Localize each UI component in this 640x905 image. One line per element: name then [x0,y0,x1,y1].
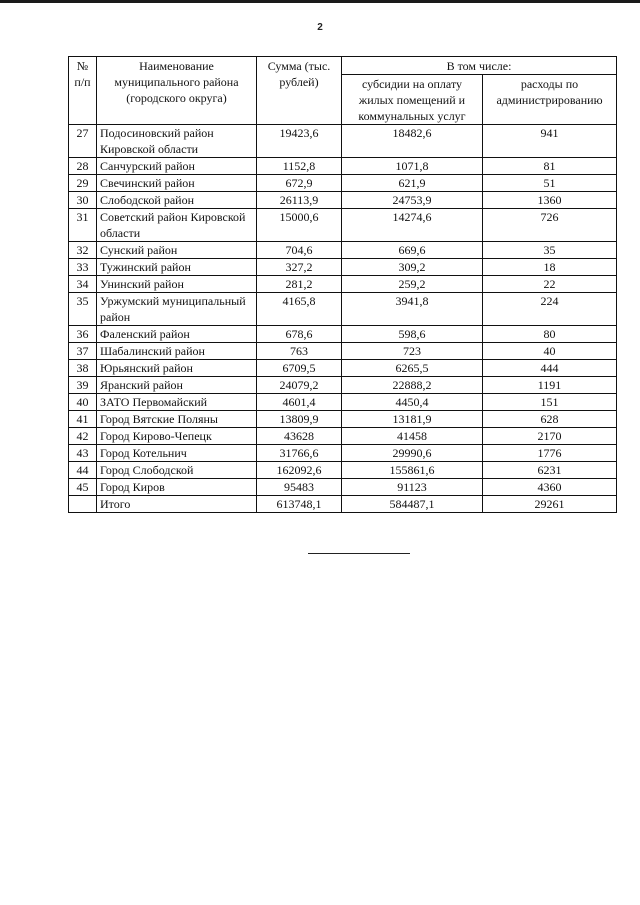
row-num: 39 [69,377,97,394]
row-admin: 941 [483,125,617,158]
row-name: Подосиновский район Кировской области [97,125,257,158]
table-row [69,462,617,479]
subsidy-table [68,56,617,513]
row-name: Свечинский район [97,175,257,192]
row-subsidies: 1071,8 [342,158,483,175]
row-sum: 13809,9 [257,411,342,428]
header-name: Наименование муниципального района (городского округа) [97,57,257,125]
table-row [69,175,617,192]
row-sum: 4601,4 [257,394,342,411]
total-sum: 613748,1 [257,496,342,513]
table-row [69,209,617,242]
row-name: Слободской район [97,192,257,209]
row-sum: 15000,6 [257,209,342,242]
row-subsidies: 723 [342,343,483,360]
row-sum: 19423,6 [257,125,342,158]
table-row [69,259,617,276]
row-name: Санчурский район [97,158,257,175]
row-admin: 22 [483,276,617,293]
row-admin: 628 [483,411,617,428]
row-name: Яранский район [97,377,257,394]
row-admin: 1776 [483,445,617,462]
row-admin: 726 [483,209,617,242]
page-number: 2 [317,22,323,33]
row-name: Юрьянский район [97,360,257,377]
table-row [69,326,617,343]
row-num: 27 [69,125,97,158]
row-num: 40 [69,394,97,411]
table-row [69,445,617,462]
row-sum: 6709,5 [257,360,342,377]
table-row [69,125,617,158]
header-row-top [69,57,617,75]
table-row [69,428,617,445]
row-admin: 4360 [483,479,617,496]
row-subsidies: 41458 [342,428,483,445]
row-name: Город Слободской [97,462,257,479]
row-num: 30 [69,192,97,209]
table-row [69,158,617,175]
row-admin: 81 [483,158,617,175]
row-name: Город Киров [97,479,257,496]
row-subsidies: 259,2 [342,276,483,293]
row-sum: 327,2 [257,259,342,276]
row-sum: 1152,8 [257,158,342,175]
row-subsidies: 598,6 [342,326,483,343]
row-name: Сунский район [97,242,257,259]
total-label: Итого [97,496,257,513]
row-num: 44 [69,462,97,479]
row-admin: 35 [483,242,617,259]
row-sum: 672,9 [257,175,342,192]
top-rule [0,0,640,3]
row-sum: 26113,9 [257,192,342,209]
row-num: 37 [69,343,97,360]
row-name: Советский район Кировской области [97,209,257,242]
row-sum: 4165,8 [257,293,342,326]
row-admin: 6231 [483,462,617,479]
row-subsidies: 14274,6 [342,209,483,242]
row-subsidies: 29990,6 [342,445,483,462]
row-num: 43 [69,445,97,462]
row-subsidies: 18482,6 [342,125,483,158]
row-subsidies: 4450,4 [342,394,483,411]
row-subsidies: 24753,9 [342,192,483,209]
table-row [69,293,617,326]
header-including: В том числе: [342,57,617,75]
row-num: 33 [69,259,97,276]
row-sum: 678,6 [257,326,342,343]
row-admin: 1360 [483,192,617,209]
row-name: Город Вятские Поляны [97,411,257,428]
table-row [69,479,617,496]
row-num: 28 [69,158,97,175]
row-name: Город Кирово-Чепецк [97,428,257,445]
header-sum: Сумма (тыс. рублей) [257,57,342,125]
header-subsidies: субсидии на оплату жилых помещений и коммунальных услуг [342,75,483,125]
row-sum: 162092,6 [257,462,342,479]
row-subsidies: 155861,6 [342,462,483,479]
table-row [69,276,617,293]
row-sum: 43628 [257,428,342,445]
table-body [69,125,617,496]
row-name: Город Котельнич [97,445,257,462]
row-admin: 1191 [483,377,617,394]
total-admin: 29261 [483,496,617,513]
table-row [69,360,617,377]
table-row [69,377,617,394]
row-num: 32 [69,242,97,259]
row-admin: 18 [483,259,617,276]
row-num: 36 [69,326,97,343]
row-name: Тужинский район [97,259,257,276]
row-num: 45 [69,479,97,496]
row-subsidies: 3941,8 [342,293,483,326]
row-admin: 51 [483,175,617,192]
total-num [69,496,97,513]
row-name: Уржумский муниципальный район [97,293,257,326]
row-admin: 2170 [483,428,617,445]
row-sum: 31766,6 [257,445,342,462]
row-name: Фаленский район [97,326,257,343]
table-row [69,411,617,428]
row-num: 35 [69,293,97,326]
row-num: 42 [69,428,97,445]
row-name: ЗАТО Первомайский [97,394,257,411]
row-admin: 151 [483,394,617,411]
row-sum: 281,2 [257,276,342,293]
row-sum: 95483 [257,479,342,496]
total-subsidies: 584487,1 [342,496,483,513]
row-num: 38 [69,360,97,377]
table-row [69,192,617,209]
closing-rule [308,553,410,554]
row-subsidies: 309,2 [342,259,483,276]
table-row [69,343,617,360]
total-row [69,496,617,513]
table-row [69,242,617,259]
row-sum: 763 [257,343,342,360]
row-num: 29 [69,175,97,192]
row-subsidies: 6265,5 [342,360,483,377]
row-subsidies: 13181,9 [342,411,483,428]
row-num: 31 [69,209,97,242]
table-row [69,394,617,411]
row-subsidies: 22888,2 [342,377,483,394]
row-admin: 80 [483,326,617,343]
row-admin: 40 [483,343,617,360]
row-name: Унинский район [97,276,257,293]
row-name: Шабалинский район [97,343,257,360]
row-num: 34 [69,276,97,293]
row-subsidies: 91123 [342,479,483,496]
row-sum: 24079,2 [257,377,342,394]
row-sum: 704,6 [257,242,342,259]
row-subsidies: 669,6 [342,242,483,259]
row-num: 41 [69,411,97,428]
row-subsidies: 621,9 [342,175,483,192]
header-num: № п/п [69,57,97,125]
row-admin: 224 [483,293,617,326]
header-admin: расходы по администрированию [483,75,617,125]
row-admin: 444 [483,360,617,377]
